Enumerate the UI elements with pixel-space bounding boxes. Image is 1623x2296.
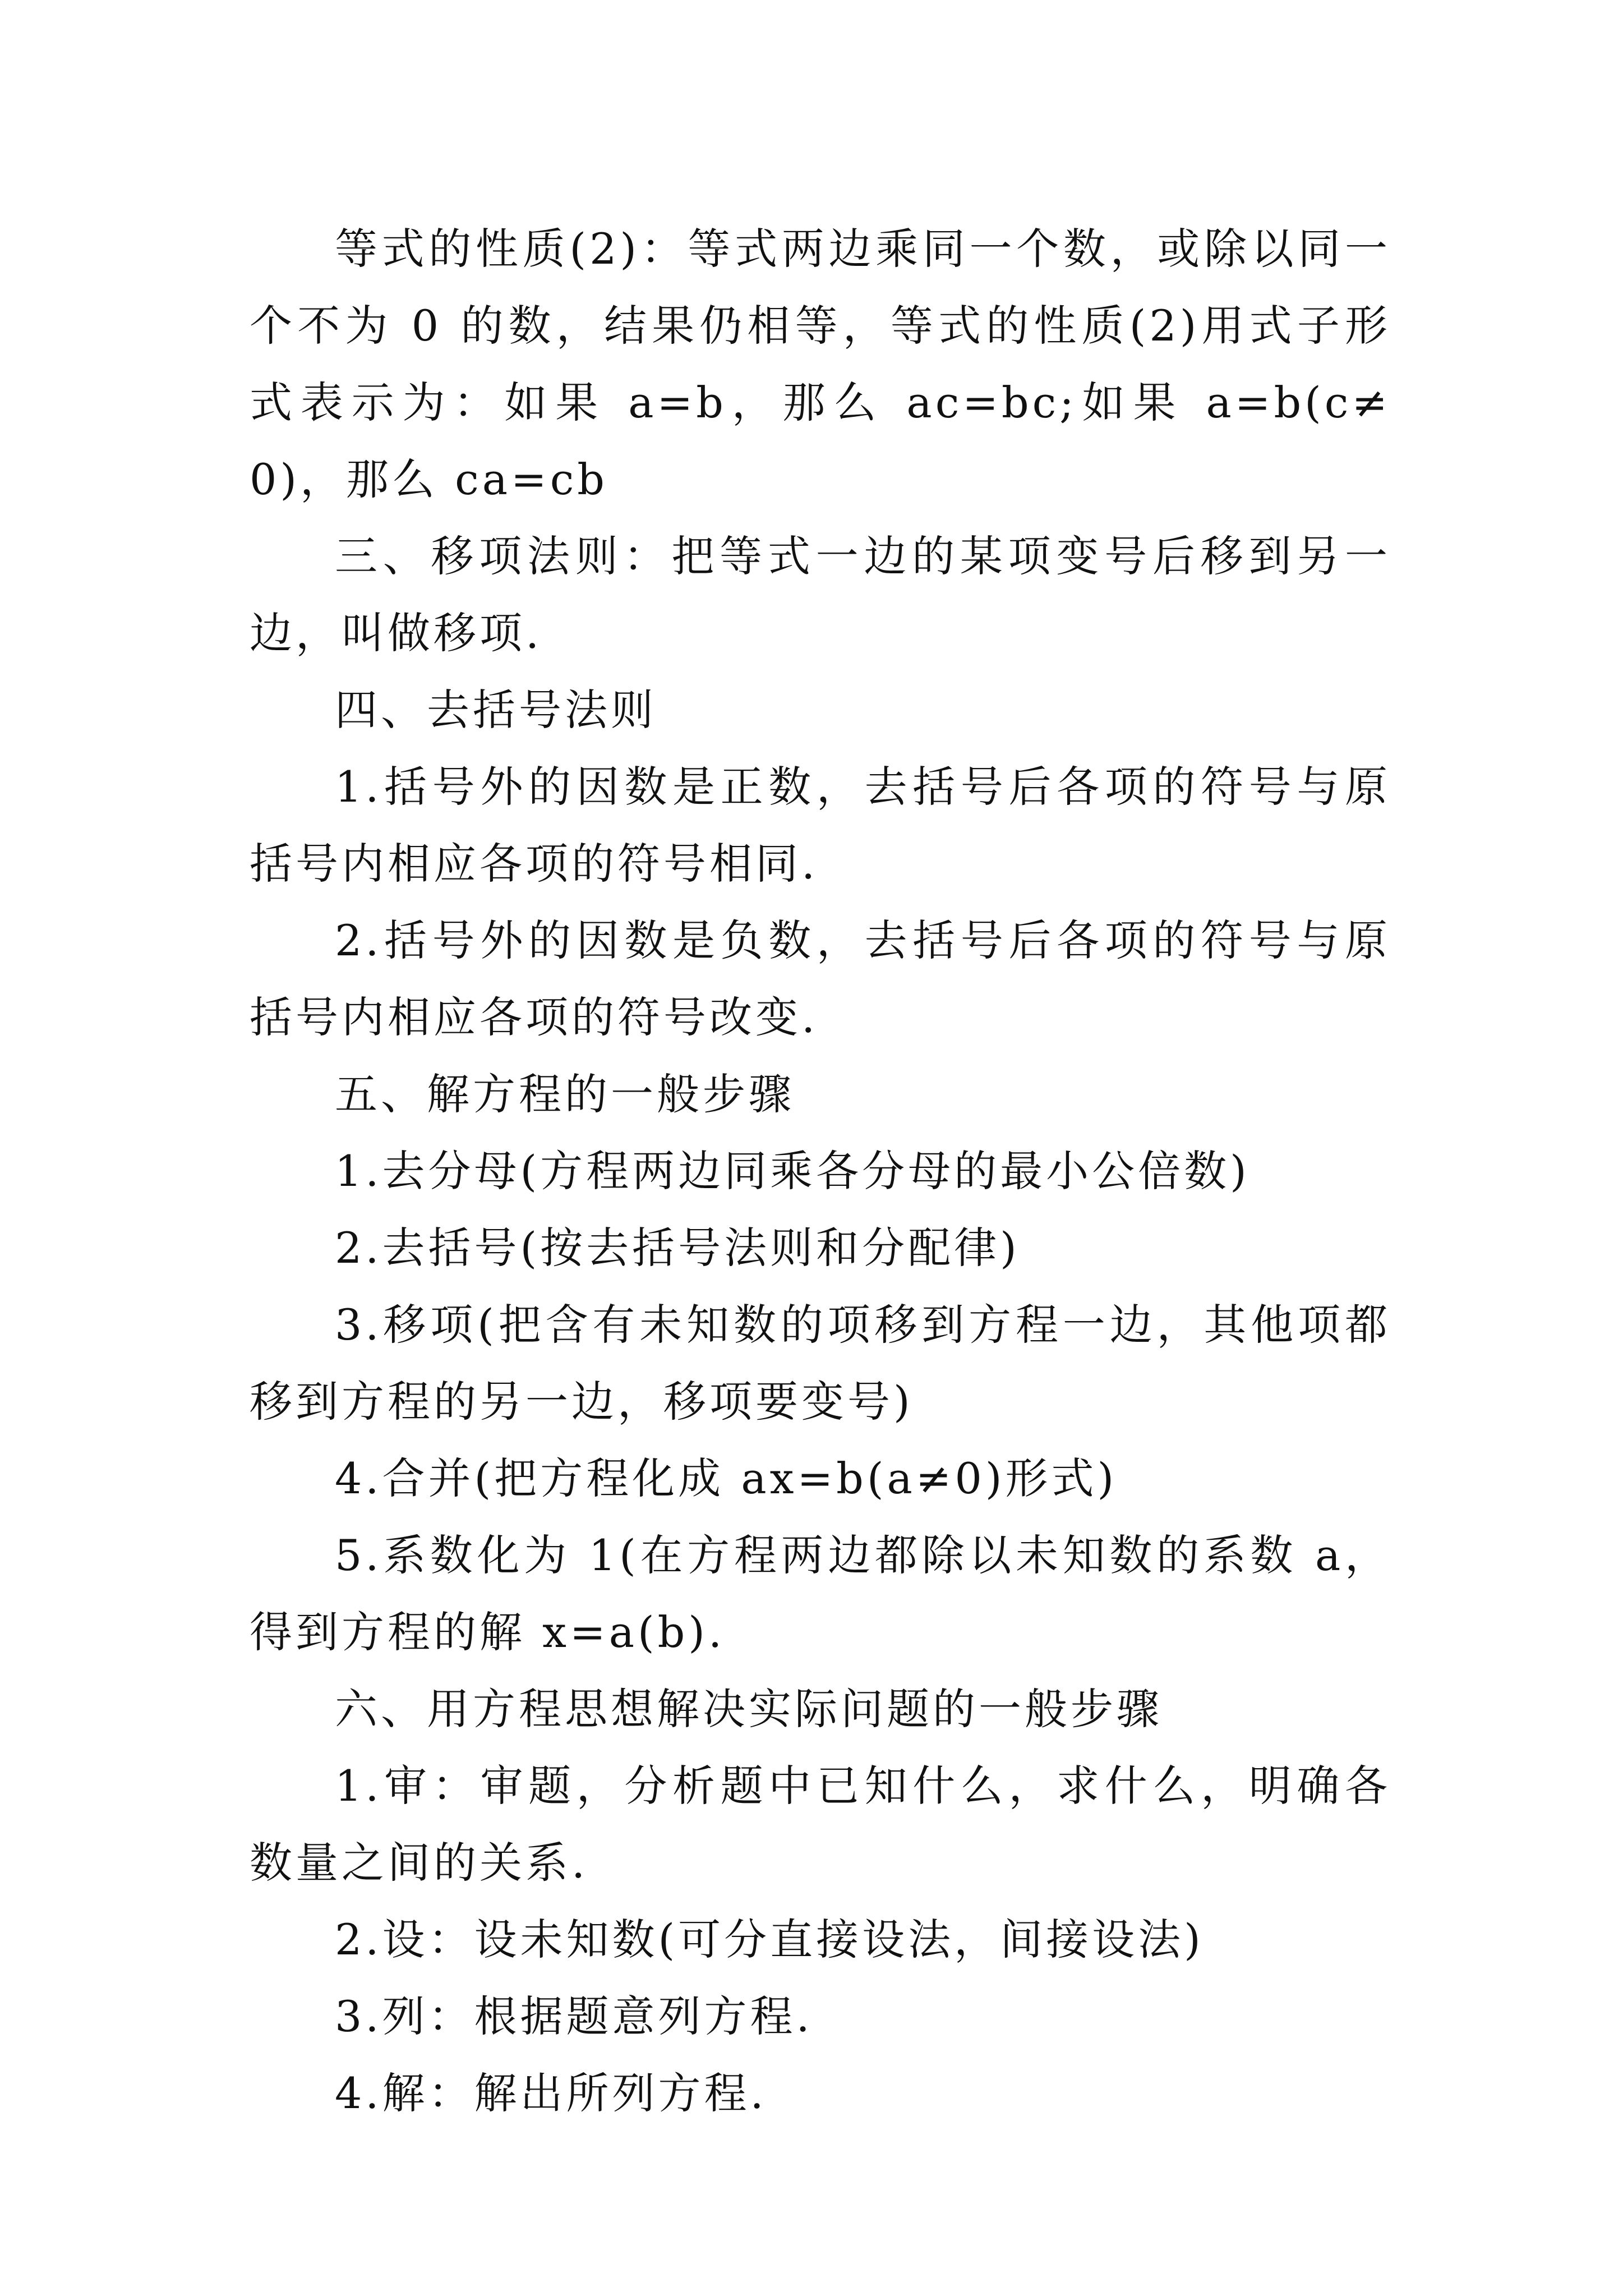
section-heading-word-problems: 六、用方程思想解决实际问题的一般步骤 [335,1684,1163,1734]
paragraph-equality-property-2: 等式的性质(2)：等式两边乘同一个数，或除以同一个不为 0 的数，结果仍相等，等式的性质(2)用式子形式表示为：如果 a=b，那么 ac=bc;如果 a=b(c≠0)，那么 ca=cb [250,224,1391,504]
list-item-transpose: 3.移项(把含有未知数的项移到方程一边，其他项都移到方程的另一边，移项要变号) [250,1300,1391,1427]
document-body [250,210,1391,2132]
section-heading-remove-brackets: 四、去括号法则 [335,685,657,735]
list-item-set-unknown: 2.设：设未知数(可分直接设法，间接设法) [335,1915,1204,1964]
list-item-examine: 1.审：审题，分析题中已知什么，求什么，明确各数量之间的关系. [250,1761,1391,1888]
list-item-combine: 4.合并(把方程化成 ax=b(a≠0)形式) [335,1453,1118,1503]
list-item-solve: 4.解：解出所列方程. [335,2068,767,2118]
list-item-clear-denominators: 1.去分母(方程两边同乘各分母的最小公倍数) [335,1146,1250,1196]
section-heading-solving-steps: 五、解方程的一般步骤 [335,1069,795,1119]
list-item-coefficient-to-one: 5.系数化为 1(在方程两边都除以未知数的系数 a，得到方程的解 x=a(b). [250,1530,1391,1657]
list-item-brackets-positive: 1.括号外的因数是正数，去括号后各项的符号与原括号内相应各项的符号相同. [250,762,1391,889]
paragraph-transposition-rule: 三、移项法则：把等式一边的某项变号后移到另一边，叫做移项. [250,531,1391,658]
list-item-remove-brackets: 2.去括号(按去括号法则和分配律) [335,1223,1020,1273]
list-item-brackets-negative: 2.括号外的因数是负数，去括号后各项的符号与原括号内相应各项的符号改变. [250,915,1391,1042]
list-item-write-equation: 3.列：根据题意列方程. [335,1991,813,2041]
